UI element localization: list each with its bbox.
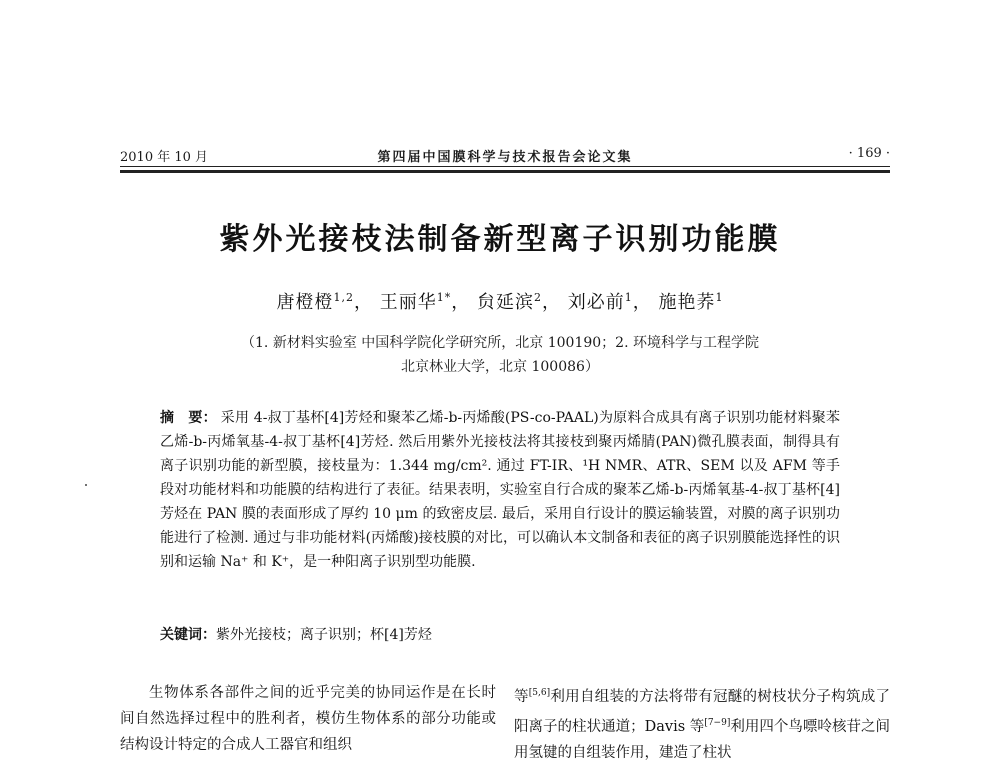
author-list (0, 288, 1000, 314)
author-5: 施艳荞$^1$ (658, 291, 724, 313)
author-4: 刘必前$^1$， (567, 291, 652, 313)
header-rule-thin (120, 166, 890, 167)
body-column-right: 等[5,6]利用自组装的方法将带有冠醚的树枝状分子构筑成了阳离子的柱状通道；Davis 等[7−9]利用四个鸟嘌呤核苷之间用氢键的自组装作用，建造了柱状 (514, 688, 891, 761)
keywords-text: 紫外光接枝；离子识别；杯[4]芳烃 (216, 627, 432, 643)
affiliation-line-1: （1. 新材料实验室 中国科学院化学研究所，北京 100190；2. 环境科学与工程学院 (241, 335, 759, 351)
abstract-label: 摘 要： (160, 410, 217, 426)
scan-speck (85, 484, 87, 486)
header-proceedings-title: 第四届中国膜科学与技术报告会论文集 (377, 150, 633, 165)
abstract-text: 采用 4-叔丁基杯[4]芳烃和聚苯乙烯-b-丙烯酸(PS-co-PAAL)为原料合成具有离子识别功能材料聚苯乙烯-b-丙烯氧基-4-叔丁基杯[4]芳烃. 然后用紫外光接枝法将其接枝到聚丙烯腈(PAN)微孔膜表面，制得具有离子识别功能的新型膜，接枝量为：1.344 mg/cm². 通过 FT-IR、¹H NMR、ATR、SEM 以及 AFM 等手段对功能材料和功能膜的结构进行了表征。结果表明，实验室自行合成的聚苯乙烯-b-丙烯氧基-4-叔丁基杯[4]芳烃在 PAN 膜的表面形成了厚约 10 μm 的致密皮层. 最后，采用自行设计的膜运输装置，对膜的离子识别功能进行了检测. 通过与非功能材料(丙烯酸)接枝膜的对比，可以确认本文制备和表征的离子识别膜能选择性的识别和运输 Na⁺ 和 K⁺，是一种阳离子识别型功能膜. (160, 410, 840, 570)
body-column-left: 生物体系各部件之间的近乎完美的协同运作是在长时间自然选择过程中的胜利者，模仿生物体系的部分功能或结构设计特定的合成人工器官和组织 (120, 685, 496, 753)
running-header (120, 146, 890, 166)
paper-title: 紫外光接枝法制备新型离子识别功能膜 (219, 222, 781, 257)
author-3: 贠延滨$^2$， (477, 291, 561, 313)
affiliation-line-2: 北京林业大学，北京 100086） (401, 359, 599, 375)
header-page-number: · 169 · (848, 146, 890, 161)
author-1: 唐橙橙$^{1,2}$， (276, 291, 374, 313)
citation-ref: [7−9] (704, 717, 731, 728)
keywords-label: 关键词： (160, 627, 216, 643)
keywords (160, 624, 840, 646)
header-date: 2010 年 10 月 (120, 150, 209, 165)
author-2: 王丽华$^{1*}$， (379, 291, 471, 313)
citation-ref: [5,6] (528, 688, 551, 698)
header-rule-thick (120, 170, 890, 173)
abstract (160, 406, 840, 574)
